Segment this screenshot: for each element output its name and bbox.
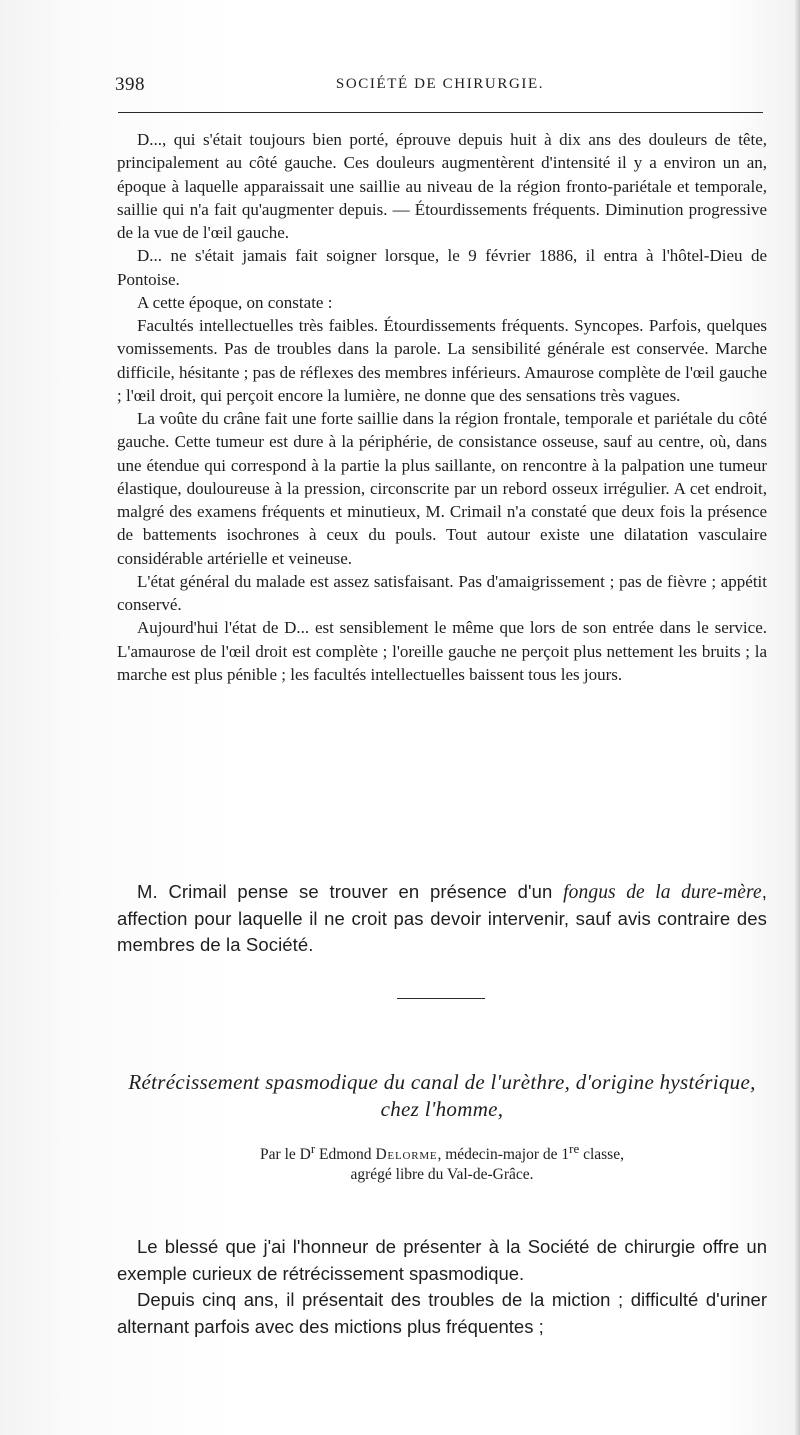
article-byline (117, 1139, 767, 1185)
observation-paragraph: La voûte du crâne fait une forte saillie dans la région frontale, temporale et pariétale du côté gauche. Cette tumeur est dure à la périphérie, de consistance osseuse, sauf au centre, où, dans une étendue qui correspond à la partie la plus saillante, on rencontre à la palpation une tumeur élastique, douloureuse à la pression, circonscrite par un rebord osseux irrégulier. A cet endroit, malgré des examens fréquents et minutieux, M. Crimail n'a constaté que deux fois la présence de battements isochrones à ceux du pouls. Tout autour existe une dilatation vasculaire considérable artérielle et veineuse. (117, 409, 767, 568)
page-header (115, 74, 765, 98)
observation-paragraph: D..., qui s'était toujours bien porté, éprouve depuis huit à dix ans des douleurs de tête, principalement au côté gauche. Ces douleurs augmentèrent d'intensité il y a environ un an, époque à laquelle apparaissait une saillie au niveau de la région fronto-pariétale et temporale, saillie qui n'a fait qu'augmenter depuis. — Étourdissements fréquents. Diminution progressive de la vue de l'œil gauche. (117, 130, 767, 242)
observation-paragraph: Aujourd'hui l'état de D... est sensiblement le même que lors de son entrée dans le service. L'amaurose de l'œil droit est complète ; l'oreille gauche ne perçoit plus nettement les bruits ; la marche est plus pénible ; les facultés intellectuelles baissent tous les jours. (117, 618, 767, 684)
observation-paragraph: Facultés intellectuelles très faibles. Étourdissements fréquents. Syncopes. Parfois, quelques vomissements. Pas de troubles dans la parole. La sensibilité générale est conservée. Marche difficile, hésitante ; pas de réflexes des membres inférieurs. Amaurose complète de l'œil gauche ; l'œil droit, qui perçoit encore la lumière, ne donne que des sensations très vagues. (117, 316, 767, 405)
observation-paragraph: L'état général du malade est assez satisfaisant. Pas d'amaigrissement ; pas de fièvre ; appétit conservé. (117, 571, 767, 614)
observation-paragraph: A cette époque, on constate : (137, 292, 333, 312)
header-rule (118, 112, 763, 113)
page-edge-shadow (794, 0, 800, 1435)
section-divider (397, 998, 485, 999)
byline-prefix-sup: r (310, 1141, 316, 1156)
closing-text-after: , affection pour laquelle il ne croit pas devoir intervenir, sauf avis contraire des membres de la Société. (117, 881, 767, 955)
byline-rank: , médecin-major de 1 (437, 1146, 570, 1164)
article-paragraph: Le blessé que j'ai l'honneur de présenter à la Société de chirurgie offre un exemple curieux de rétrécissement spasmodique. (117, 1236, 767, 1284)
byline-suffix: classe, (579, 1146, 624, 1164)
running-head: SOCIÉTÉ DE CHIRURGIE. (335, 76, 545, 92)
byline-line-1 (117, 1139, 767, 1165)
byline-first-name: Edmond (315, 1146, 376, 1164)
article-paragraph: Depuis cinq ans, il présentait des troubles de la miction ; difficulté d'uriner alternant parfois avec des mictions plus fréquentes ; (117, 1289, 767, 1337)
observation-text (117, 128, 767, 686)
article-body (117, 1234, 767, 1340)
byline-line-2: agrégé libre du Val-de-Grâce. (350, 1166, 534, 1184)
article-title: Rétrécissement spasmodique du canal de l'urèthre, d'origine hystérique, chez l'homme, (128, 1070, 756, 1121)
observation-paragraph: D... ne s'était jamais fait soigner lorsque, le 9 février 1886, il entra à l'hôtel-Dieu de Pontoise. (117, 246, 767, 289)
closing-remark (117, 879, 767, 958)
byline-prefix: Par le D (260, 1146, 311, 1164)
author-surname: Delorme (375, 1146, 438, 1164)
byline-class-sup: re (569, 1141, 580, 1156)
closing-text-before: M. Crimail pense se trouver en présence d'un (137, 881, 564, 902)
page-number: 398 (115, 74, 145, 95)
closing-emphasis: fongus de la dure-mère (563, 882, 762, 903)
